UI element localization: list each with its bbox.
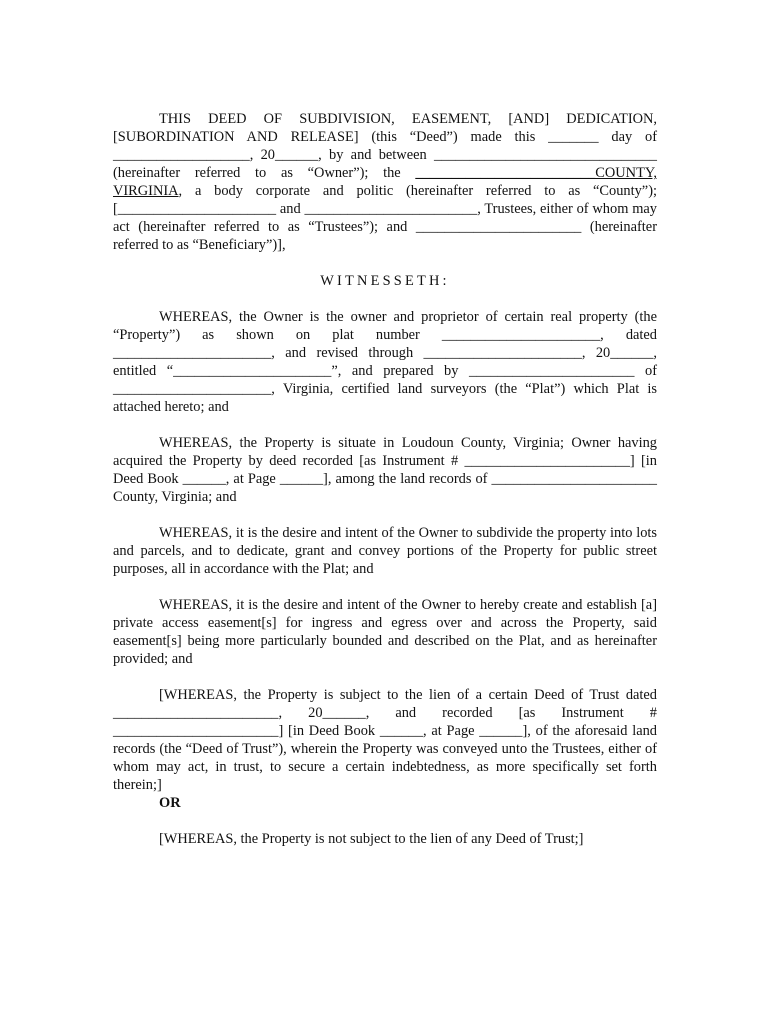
- county-name-underlined: _________________________COUNTY, VIRGINIA: [113, 165, 657, 199]
- whereas-easement-paragraph: WHEREAS, it is the desire and intent of the Owner to hereby create and establish [a] private access easement[s] for ingress and egress over and across the Property, said easement[s] being more particularly bounded and described on the Plat, and as hereinafter provided; and: [113, 597, 657, 667]
- deed-page: [113, 110, 657, 848]
- whereas-situate-paragraph: WHEREAS, the Property is situate in Loudoun County, Virginia; Owner having acquired the Property by deed recorded [as Instrument # _______________________] [in Deed Book ______, at Page ______], among the land records of _______________________ County, Virginia; and: [113, 435, 657, 505]
- intro-text: THIS DEED OF SUBDIVISION, EASEMENT, [AND] DEDICATION, [SUBORDINATION AND RELEASE] (this “Deed”) made this _______ day of ___________________, 20______, by and between _______________________________ (hereinafter referred to as “Owner”); the: [113, 111, 657, 181]
- or-separator: OR: [159, 795, 181, 811]
- whereas-deed-of-trust-paragraph: [WHEREAS, the Property is subject to the lien of a certain Deed of Trust dated _______________________, 20______, and recorded [as Instrument # _______________________] [in Deed Book ______, at Page ______], of the aforesaid land records (the “Deed of Trust”), wherein the Property was conveyed unto the Trustees, either of whom may act, in trust, to secure a certain indebtedness, as more specifically set forth therein;]: [113, 687, 657, 793]
- witnesseth-heading: WITNESSETH:: [320, 273, 450, 289]
- intro-paragraph: [113, 110, 657, 254]
- intro-text-continued: , a body corporate and politic (hereinafter referred to as “County”); [______________________ and ________________________, Trustees, either of whom may act (hereinafter referred to as “Trustees”); and _______________________ (hereinafter referred to as “Beneficiary”)],: [113, 183, 657, 253]
- whereas-no-lien-paragraph: [WHEREAS, the Property is not subject to the lien of any Deed of Trust;]: [159, 831, 584, 847]
- whereas-property-paragraph: WHEREAS, the Owner is the owner and proprietor of certain real property (the “Property”) as shown on plat number ______________________, dated ______________________, and revised through ______________________, 20______, entitled “______________________”, and prepared by _______________________ of ______________________, Virginia, certified land surveyors (the “Plat”) which Plat is attached hereto; and: [113, 309, 657, 415]
- whereas-subdivide-paragraph: WHEREAS, it is the desire and intent of the Owner to subdivide the property into lots and parcels, and to dedicate, grant and convey portions of the Property for public street purposes, all in accordance with the Plat; and: [113, 525, 657, 577]
